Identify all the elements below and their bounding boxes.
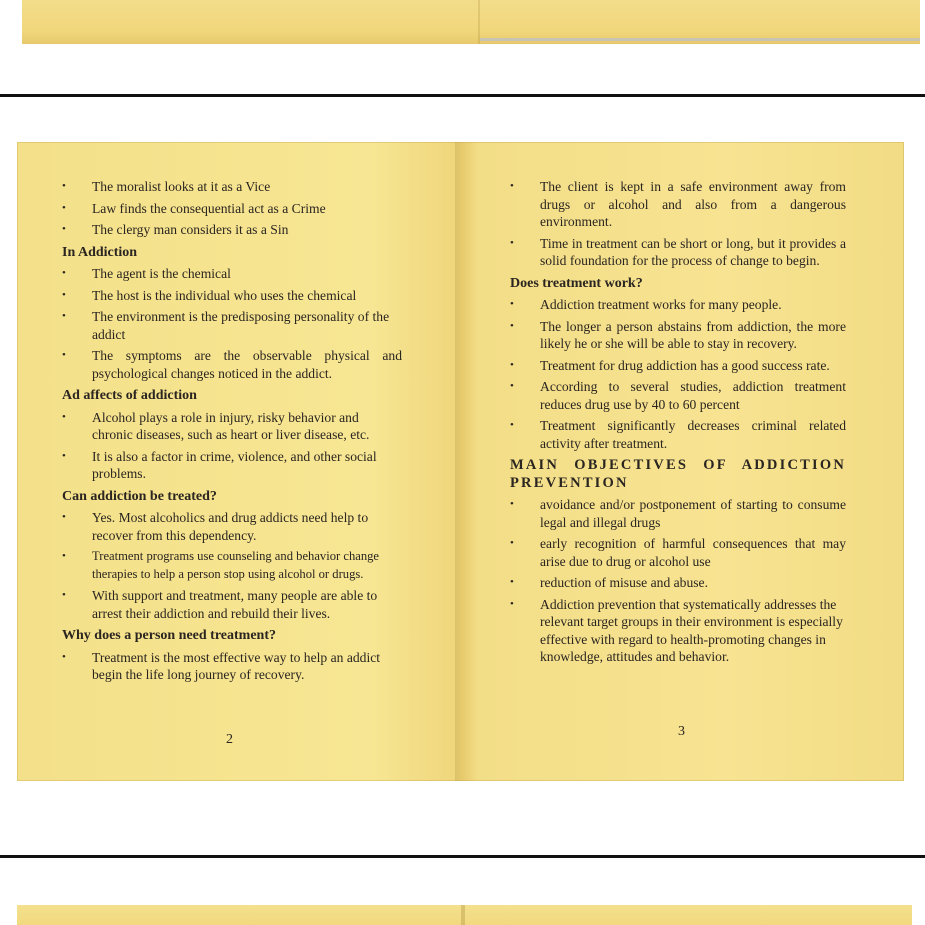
list-item: • The host is the individual who uses the chemical (62, 287, 357, 303)
page-divider (0, 94, 925, 97)
intro-list (510, 178, 846, 270)
list-item: • The symptoms are the observable physical and psychological changes noticed in the addict. (62, 348, 402, 381)
list-item: • The clergy man considers it as a Sin (62, 222, 289, 237)
section-heading: Why does a person need treatment? (62, 628, 277, 643)
list-item: • Addiction treatment works for many people. (510, 297, 782, 312)
page-number: 2 (226, 732, 233, 747)
list-item: • With support and treatment, many people are able to arrest their addiction and rebuild their lives. (62, 588, 378, 621)
list-item: • Alcohol plays a role in injury, risky behavior and chronic diseases, such as heart or liver disease, etc. (62, 409, 370, 442)
list-item: • Treatment programs use counseling and behavior change therapies to help a person stop using alcohol or drugs. (62, 549, 380, 581)
list-item: • According to several studies, addiction treatment reduces drug use by 40 to 60 percent (510, 379, 846, 412)
list-item: • reduction of misuse and abuse. (510, 575, 708, 590)
list-item: • Treatment significantly decreases criminal related activity after treatment. (510, 418, 846, 451)
list-item: • The longer a person abstains from addiction, the more likely he or she will be able to stay in recovery. (510, 318, 846, 351)
page-number: 3 (678, 724, 685, 739)
section-list (510, 496, 846, 666)
previous-page-scan-fragment (22, 0, 920, 44)
section-heading: Ad affects of addiction (62, 388, 197, 403)
list-item: • The client is kept in a safe environment away from drugs or alcohol and also from a dangerous environment. (510, 179, 846, 229)
right-page (510, 178, 846, 670)
list-item: • The moralist looks at it as a Vice (62, 179, 271, 194)
intro-list (62, 178, 402, 239)
page-fold (461, 905, 465, 925)
list-item: • Addiction prevention that systematically addresses the relevant target groups in their environment is especially effective with regard to health-promoting changes in knowledge, attitudes and behavior. (510, 596, 843, 664)
section-heading: Can addiction be treated? (62, 488, 217, 504)
list-item: • Time in treatment can be short or long, but it provides a solid foundation for the process of change to begin. (510, 235, 846, 268)
left-page (62, 178, 402, 688)
section-heading: In Addiction (62, 244, 138, 260)
page-divider (0, 855, 925, 858)
list-item: • early recognition of harmful consequences that may arise due to drug or alcohol use (510, 536, 846, 569)
section-list (62, 649, 402, 684)
list-item: • The agent is the chemical (62, 266, 231, 281)
list-item: • Law finds the consequential act as a Crime (62, 200, 326, 216)
list-item: • The environment is the predisposing personality of the addict (62, 309, 390, 342)
section-list (62, 509, 402, 622)
list-item: • Treatment is the most effective way to help an addict begin the life long journey of recovery. (62, 649, 381, 682)
list-item: • avoidance and/or postponement of starting to consume legal and illegal drugs (510, 497, 846, 530)
list-item: • Yes. Most alcoholics and drug addicts need help to recover from this dependency. (62, 510, 369, 543)
section-list (62, 265, 402, 382)
list-item: • Treatment for drug addiction has a good success rate. (510, 357, 830, 373)
next-page-scan-fragment (17, 905, 912, 925)
booklet-gutter (455, 142, 461, 781)
section-heading: MAIN OBJECTIVES OF ADDICTION PREVENTION (510, 457, 846, 491)
section-heading: Does treatment work? (510, 275, 643, 291)
section-list (62, 409, 402, 483)
section-list (510, 296, 846, 452)
page-edge (480, 38, 920, 41)
list-item: • It is also a factor in crime, violence, and other social problems. (62, 448, 377, 481)
